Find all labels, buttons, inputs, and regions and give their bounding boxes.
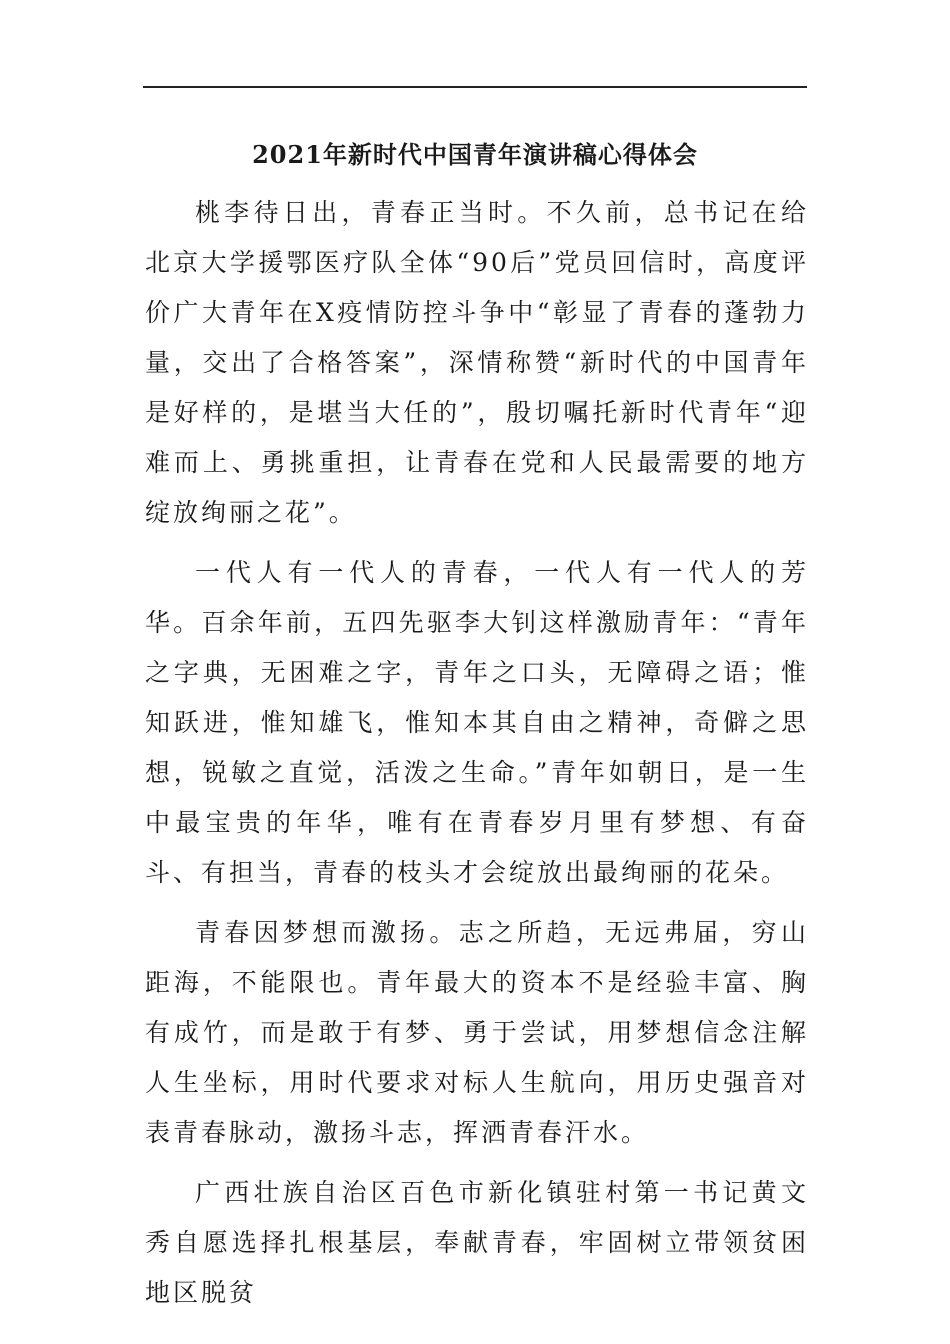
paragraph: 广西壮族自治区百色市新化镇驻村第一书记黄文秀自愿选择扎根基层，奉献青春，牢固树立带领贫困地区脱贫: [145, 1178, 809, 1307]
document-title: 2021年新时代中国青年演讲稿心得体会: [252, 140, 698, 169]
paragraph: 一代人有一代人的青春，一代人有一代人的芳华。百余年前，五四先驱李大钊这样激励青年：“青年之字典，无困难之字，青年之口头，无障碍之语；惟知跃进，惟知雄飞，惟知本其自由之精神，奇僻之思想，锐敏之直觉，活泼之生命。”青年如朝日，是一生中最宝贵的年华，唯有在青春岁月里有梦想、有奋斗、有担当，青春的枝头才会绽放出最绚丽的花朵。: [145, 558, 809, 887]
header-rule: [143, 86, 807, 88]
paragraph: 青春因梦想而激扬。志之所趋，无远弗届，穷山距海，不能限也。青年最大的资本不是经验丰富、胸有成竹，而是敢于有梦、勇于尝试，用梦想信念注解人生坐标，用时代要求对标人生航向，用历史强音对表青春脉动，激扬斗志，挥洒青春汗水。: [145, 918, 809, 1147]
document-body: [145, 188, 809, 1328]
paragraph: 桃李待日出，青春正当时。不久前，总书记在给北京大学援鄂医疗队全体“90后”党员回信时，高度评价广大青年在X疫情防控斗争中“彰显了青春的蓬勃力量，交出了合格答案”，深情称赞“新时代的中国青年是好样的，是堪当大任的”，殷切嘱托新时代青年“迎难而上、勇挑重担，让青春在党和人民最需要的地方绽放绚丽之花”。: [145, 198, 809, 527]
